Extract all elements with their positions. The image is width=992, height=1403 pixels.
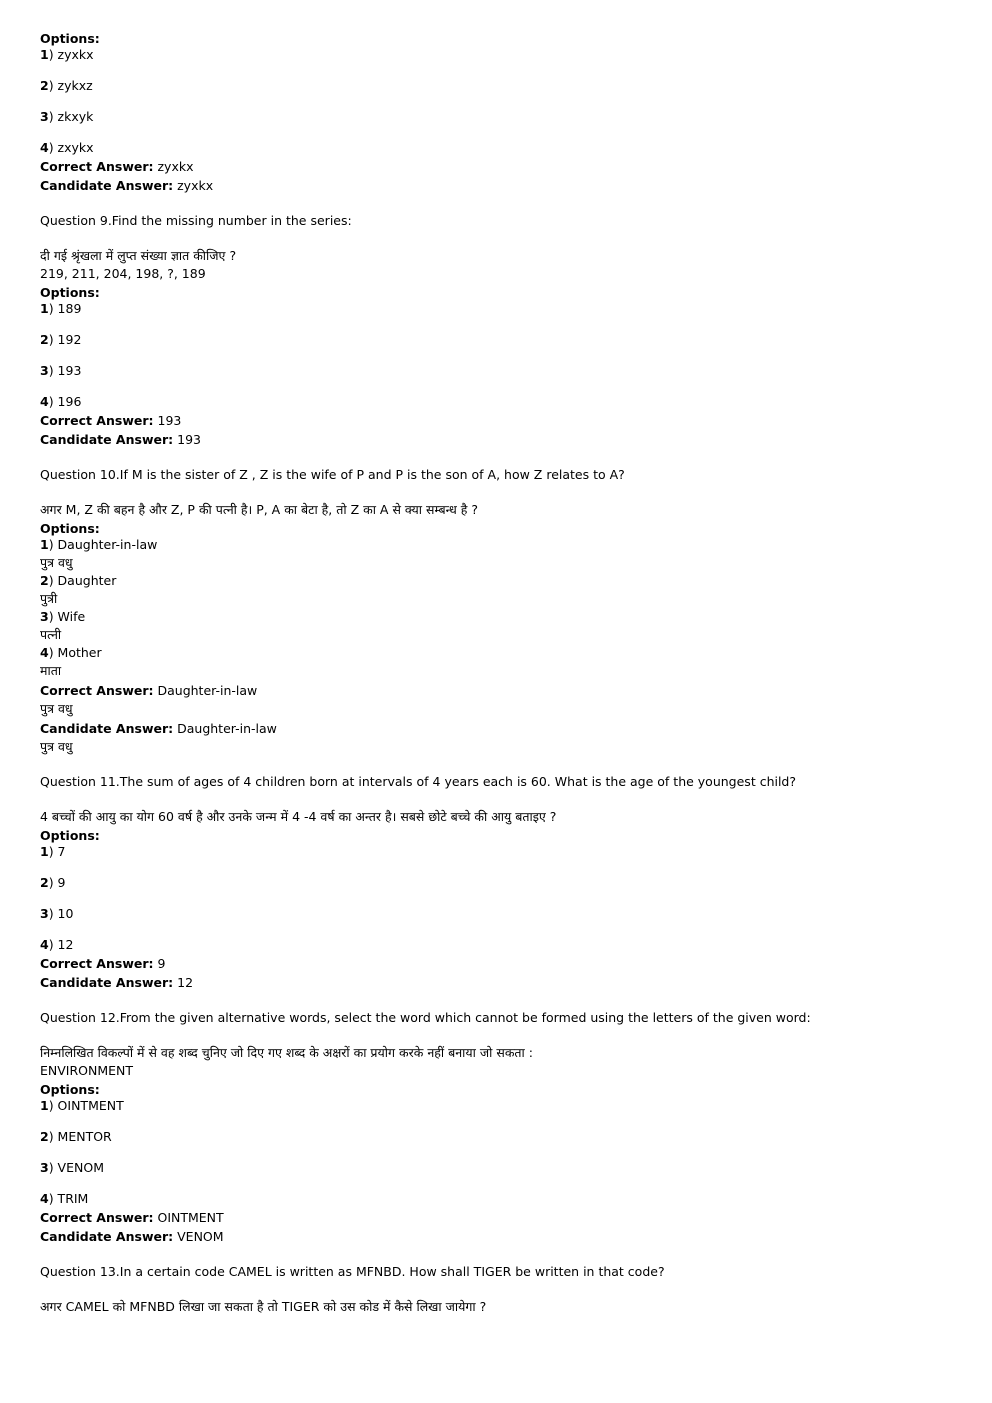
question-text-hindi: अगर CAMEL को MFNBD लिखा जा सकता है तो TIGER को उस कोड में कैसे लिखा जायेगा ? bbox=[40, 1299, 487, 1314]
option-4 bbox=[40, 937, 960, 953]
option-number: 3 bbox=[40, 609, 49, 624]
correct-answer-hindi: पुत्र वधु bbox=[40, 701, 73, 716]
correct-answer-value: zyxkx bbox=[153, 159, 194, 174]
option-text: ) 12 bbox=[48, 937, 74, 952]
options-label: Options: bbox=[40, 31, 100, 46]
option-2 bbox=[40, 875, 960, 891]
option-text: ) TRIM bbox=[48, 1191, 89, 1206]
option-number: 2 bbox=[40, 1129, 49, 1144]
option-number: 1 bbox=[40, 1098, 49, 1113]
option-text: ) Wife bbox=[48, 609, 86, 624]
option-text: ) VENOM bbox=[48, 1160, 104, 1175]
option-number: 2 bbox=[40, 332, 49, 347]
option-4 bbox=[40, 394, 960, 410]
candidate-answer-label: Candidate Answer: bbox=[40, 721, 174, 736]
option-text: ) 7 bbox=[48, 844, 66, 859]
question-text: Question 9.Find the missing number in the series: bbox=[40, 213, 352, 228]
option-text: ) 9 bbox=[48, 875, 66, 890]
option-number: 4 bbox=[40, 1191, 49, 1206]
option-3 bbox=[40, 363, 960, 379]
candidate-answer-value: 193 bbox=[173, 432, 201, 447]
candidate-answer-value: VENOM bbox=[173, 1229, 224, 1244]
candidate-answer-label: Candidate Answer: bbox=[40, 178, 174, 193]
correct-answer bbox=[40, 1210, 960, 1226]
candidate-answer bbox=[40, 721, 960, 737]
candidate-answer-value: zyxkx bbox=[173, 178, 214, 193]
option-2 bbox=[40, 1129, 960, 1145]
candidate-answer bbox=[40, 1229, 960, 1245]
correct-answer-label: Correct Answer: bbox=[40, 683, 154, 698]
correct-answer-label: Correct Answer: bbox=[40, 1210, 154, 1225]
option-1 bbox=[40, 301, 960, 317]
correct-answer-label: Correct Answer: bbox=[40, 956, 154, 971]
options-label: Options: bbox=[40, 828, 100, 843]
question-text-hindi: अगर M, Z की बहन है और Z, P की पत्नी है। P, A का बेटा है, तो Z का A से क्या सम्बन्ध है ? bbox=[40, 502, 479, 517]
option-text: ) zxykx bbox=[48, 140, 94, 155]
candidate-answer-label: Candidate Answer: bbox=[40, 432, 174, 447]
correct-answer bbox=[40, 159, 960, 175]
option-number: 4 bbox=[40, 140, 49, 155]
option-number: 1 bbox=[40, 47, 49, 62]
question-12-block bbox=[40, 1010, 960, 1245]
given-word: ENVIRONMENT bbox=[40, 1063, 134, 1078]
question-text-hindi: दी गई श्रृंखला में लुप्त संख्या ज्ञात कीजिए ? bbox=[40, 248, 237, 263]
option-4-hindi: माता bbox=[40, 663, 62, 678]
option-text: ) 196 bbox=[48, 394, 82, 409]
question-11-block bbox=[40, 774, 960, 991]
option-number: 1 bbox=[40, 844, 49, 859]
option-3 bbox=[40, 1160, 960, 1176]
correct-answer-value: OINTMENT bbox=[153, 1210, 224, 1225]
option-4 bbox=[40, 645, 960, 661]
question-text-hindi: 4 बच्चों की आयु का योग 60 वर्ष है और उनके जन्म में 4 -4 वर्ष का अन्तर है। सबसे छोटे बच्चे की आयु बताइए ? bbox=[40, 809, 557, 824]
option-text: ) MENTOR bbox=[48, 1129, 112, 1144]
option-text: ) 189 bbox=[48, 301, 82, 316]
candidate-answer-label: Candidate Answer: bbox=[40, 975, 174, 990]
option-2 bbox=[40, 78, 960, 94]
correct-answer-value: Daughter-in-law bbox=[153, 683, 258, 698]
option-1 bbox=[40, 47, 960, 63]
option-text: ) 10 bbox=[48, 906, 74, 921]
question-9-block bbox=[40, 213, 960, 448]
candidate-answer-value: Daughter-in-law bbox=[173, 721, 277, 736]
option-1 bbox=[40, 537, 960, 553]
option-number: 3 bbox=[40, 1160, 49, 1175]
candidate-answer-hindi: पुत्र वधु bbox=[40, 739, 73, 754]
correct-answer-value: 9 bbox=[153, 956, 166, 971]
candidate-answer bbox=[40, 975, 960, 991]
option-text: ) zkxyk bbox=[48, 109, 94, 124]
options-label: Options: bbox=[40, 521, 100, 536]
option-number: 2 bbox=[40, 573, 49, 588]
option-text: ) zyxkx bbox=[48, 47, 94, 62]
question-text: Question 11.The sum of ages of 4 children born at intervals of 4 years each is 60. What is the age of the youngest child? bbox=[40, 774, 796, 789]
question-text: Question 12.From the given alternative words, select the word which cannot be formed using the letters of the given word: bbox=[40, 1010, 811, 1025]
option-number: 3 bbox=[40, 363, 49, 378]
question-13-block bbox=[40, 1264, 960, 1315]
option-1-hindi: पुत्र वधु bbox=[40, 555, 73, 570]
option-number: 2 bbox=[40, 78, 49, 93]
option-2-hindi: पुत्री bbox=[40, 591, 58, 606]
question-text-hindi: निम्नलिखित विकल्पों में से वह शब्द चुनिए जो दिए गए शब्द के अक्षरों का प्रयोग करके नहीं बनाया जो सकता : bbox=[40, 1045, 533, 1060]
option-text: ) Daughter-in-law bbox=[48, 537, 158, 552]
option-1 bbox=[40, 844, 960, 860]
option-text: ) Daughter bbox=[48, 573, 117, 588]
answer-sheet-page bbox=[40, 31, 960, 1315]
candidate-answer bbox=[40, 178, 960, 194]
correct-answer-label: Correct Answer: bbox=[40, 413, 154, 428]
option-number: 3 bbox=[40, 109, 49, 124]
candidate-answer-label: Candidate Answer: bbox=[40, 1229, 174, 1244]
correct-answer bbox=[40, 956, 960, 972]
option-1 bbox=[40, 1098, 960, 1114]
question-text: Question 10.If M is the sister of Z , Z is the wife of P and P is the son of A, how Z relates to A? bbox=[40, 467, 625, 482]
option-3 bbox=[40, 109, 960, 125]
option-number: 4 bbox=[40, 394, 49, 409]
number-series: 219, 211, 204, 198, ?, 189 bbox=[40, 266, 206, 281]
correct-answer-value: 193 bbox=[153, 413, 182, 428]
option-number: 1 bbox=[40, 301, 49, 316]
option-4 bbox=[40, 140, 960, 156]
option-3-hindi: पत्नी bbox=[40, 627, 62, 642]
option-text: ) 193 bbox=[48, 363, 82, 378]
option-number: 1 bbox=[40, 537, 49, 552]
option-2 bbox=[40, 332, 960, 348]
question-10-block bbox=[40, 467, 960, 755]
option-3 bbox=[40, 906, 960, 922]
options-label: Options: bbox=[40, 285, 100, 300]
candidate-answer bbox=[40, 432, 960, 448]
option-3 bbox=[40, 609, 960, 625]
correct-answer bbox=[40, 413, 960, 429]
option-number: 3 bbox=[40, 906, 49, 921]
option-number: 4 bbox=[40, 937, 49, 952]
option-text: ) OINTMENT bbox=[48, 1098, 124, 1113]
candidate-answer-value: 12 bbox=[173, 975, 194, 990]
option-4 bbox=[40, 1191, 960, 1207]
option-number: 2 bbox=[40, 875, 49, 890]
option-text: ) zykxz bbox=[48, 78, 93, 93]
correct-answer-label: Correct Answer: bbox=[40, 159, 154, 174]
option-text: ) 192 bbox=[48, 332, 82, 347]
option-2 bbox=[40, 573, 960, 589]
question-8-block bbox=[40, 31, 960, 194]
correct-answer bbox=[40, 683, 960, 699]
options-label: Options: bbox=[40, 1082, 100, 1097]
option-number: 4 bbox=[40, 645, 49, 660]
option-text: ) Mother bbox=[48, 645, 102, 660]
question-text: Question 13.In a certain code CAMEL is written as MFNBD. How shall TIGER be written in that code? bbox=[40, 1264, 665, 1279]
